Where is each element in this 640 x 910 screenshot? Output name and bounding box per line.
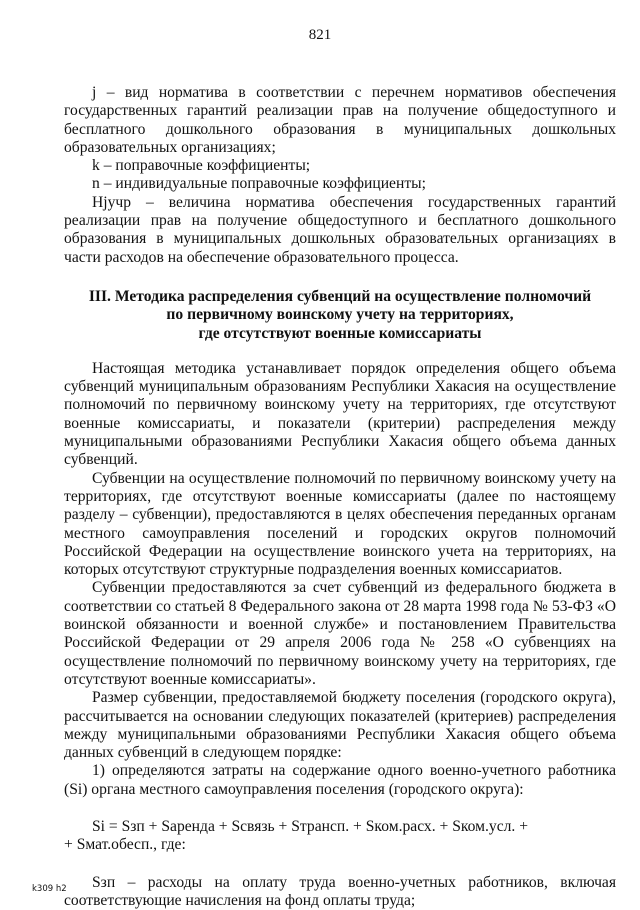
- section-heading-line: где отсутствуют военные комиссариаты: [198, 324, 482, 342]
- document-body: [64, 84, 616, 910]
- paragraph-n-definition: n – индивидуальные поправочные коэффициенты;: [92, 175, 426, 193]
- paragraph-k-definition: k – поправочные коэффициенты;: [92, 157, 311, 175]
- paragraph-step-1: 1) определяются затраты на содержание одного военно-учетного работника (Si) органа местного самоуправления поселения (городского округа):: [64, 762, 616, 798]
- section-heading-line: по первичному воинскому учету на территориях,: [166, 306, 514, 324]
- footer-code: k309 h2: [32, 884, 67, 894]
- paragraph-methodology-intro: Настоящая методика устанавливает порядок определения общего объема субвенций муниципальным образованиям Республики Хакасия на осуществление полномочий по первичному воинскому учету на территориях, где отсутствуют военные комиссариаты, и показатели (критерии) распределения между муниципальными образованиями Республики Хакасия общего объема данных субвенций.: [64, 359, 616, 469]
- paragraph-szp-definition: Sзп – расходы на оплату труда военно-учетных работников, включая соответствующие начисления на фонд оплаты труда;: [64, 873, 616, 909]
- paragraph-hjuchr-definition: Hjучр – величина норматива обеспечения государственных гарантий реализации прав на получение общедоступного и бесплатного дошкольного образования в муниципальных дошкольных образовательных организациях в части расходов на обеспечение образовательного процесса.: [64, 193, 616, 266]
- formula-line-2: + Sмат.обесп., где:: [64, 836, 186, 854]
- section-heading: [64, 288, 616, 343]
- formula-line-1: Si = Sзп + Sаренда + Sсвязь + Sтрансп. + Sком.расх. + Sком.усл. +: [92, 817, 529, 835]
- paragraph-subvention-purpose: Субвенции на осуществление полномочий по первичному воинскому учету на территориях, где отсутствуют военные комиссариаты (далее по настоящему разделу – субвенции), предоставляются в целях обеспечения переданных органам местного самоуправления поселений и городских округов полномочий Российской Федерации на осуществление воинского учета на территориях, на которых отсутствуют структурные подразделения военных комиссариатов.: [64, 469, 616, 579]
- section-heading-line: III. Методика распределения субвенций на осуществление полномочий: [88, 287, 592, 305]
- paragraph-subvention-source: Субвенции предоставляются за счет субвенций из федерального бюджета в соответствии со статьей 8 Федерального закона от 28 марта 1998 года № 53-ФЗ «О воинской обязанности и военной службе» и постановлением Правительства Российской Федерации от 29 апреля 2006 года № 258 «О субвенциях на осуществление полномочий по первичному воинскому учету на территориях, где отсутствуют военные комиссариаты».: [64, 579, 616, 688]
- paragraph-subvention-size: Размер субвенции, предоставляемой бюджету поселения (городского округа), рассчитывается на основании следующих показателей (критериев) распределения между муниципальными образованиями Республики Хакасия общего объема данных субвенций в следующем порядке:: [64, 689, 616, 762]
- paragraph-j-definition: j – вид норматива в соответствии с перечнем нормативов обеспечения государственных гарантий реализации прав на получение общедоступного и бесплатного дошкольного образования в муниципальных дошкольных образовательных организациях;: [64, 84, 616, 156]
- page-number: 821: [308, 27, 332, 43]
